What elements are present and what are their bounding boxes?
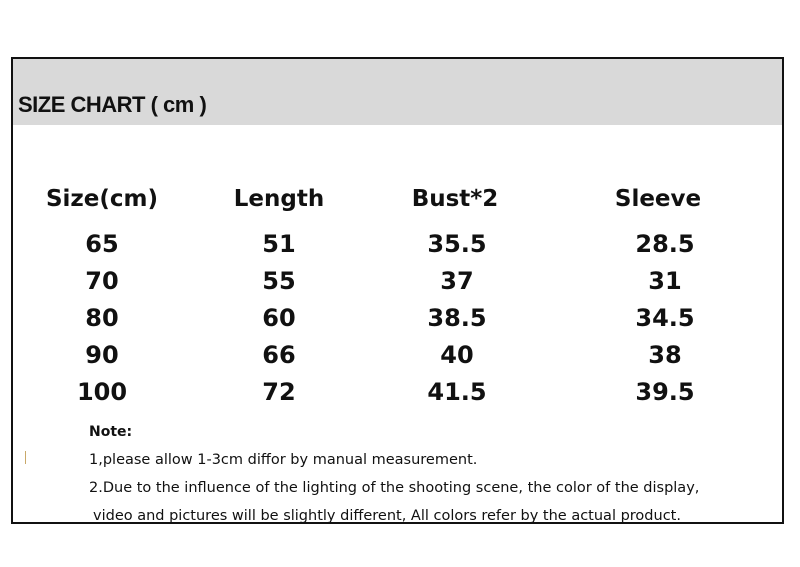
table-cell-size: 100	[76, 378, 128, 406]
table-cell-size: 65	[85, 230, 119, 258]
table-cell-length: 66	[262, 341, 296, 369]
table-cell-size: 80	[85, 304, 119, 332]
note-line-2: 2.Due to the influence of the lighting of the shooting scene, the color of the display,	[89, 480, 700, 496]
size-chart-title: SIZE CHART ( cm )	[18, 92, 207, 117]
table-cell-bust: 38.5	[427, 304, 487, 332]
margin-tick-mark	[25, 451, 26, 464]
table-cell-length: 60	[262, 304, 296, 332]
column-header-size: Size(cm)	[45, 186, 159, 212]
table-cell-length: 51	[262, 230, 296, 258]
table-cell-bust: 35.5	[427, 230, 487, 258]
size-chart-frame	[11, 57, 784, 524]
table-cell-bust: 40	[440, 341, 474, 369]
table-cell-bust: 41.5	[427, 378, 487, 406]
table-cell-sleeve: 34.5	[635, 304, 695, 332]
table-cell-bust: 37	[440, 267, 474, 295]
note-title: Note:	[89, 424, 133, 440]
column-header-length: Length	[233, 186, 325, 212]
note-line-3: video and pictures will be slightly different, All colors refer by the actual product.	[93, 508, 681, 524]
table-cell-sleeve: 39.5	[635, 378, 695, 406]
table-cell-sleeve: 28.5	[635, 230, 695, 258]
table-cell-sleeve: 31	[648, 267, 682, 295]
table-cell-sleeve: 38	[648, 341, 682, 369]
column-header-sleeve: Sleeve	[614, 186, 702, 212]
column-header-bust: Bust*2	[411, 186, 499, 212]
table-cell-length: 55	[262, 267, 296, 295]
note-line-1: 1,please allow 1-3cm diffor by manual measurement.	[89, 452, 478, 468]
table-cell-size: 90	[85, 341, 119, 369]
table-cell-size: 70	[85, 267, 119, 295]
table-cell-length: 72	[262, 378, 296, 406]
